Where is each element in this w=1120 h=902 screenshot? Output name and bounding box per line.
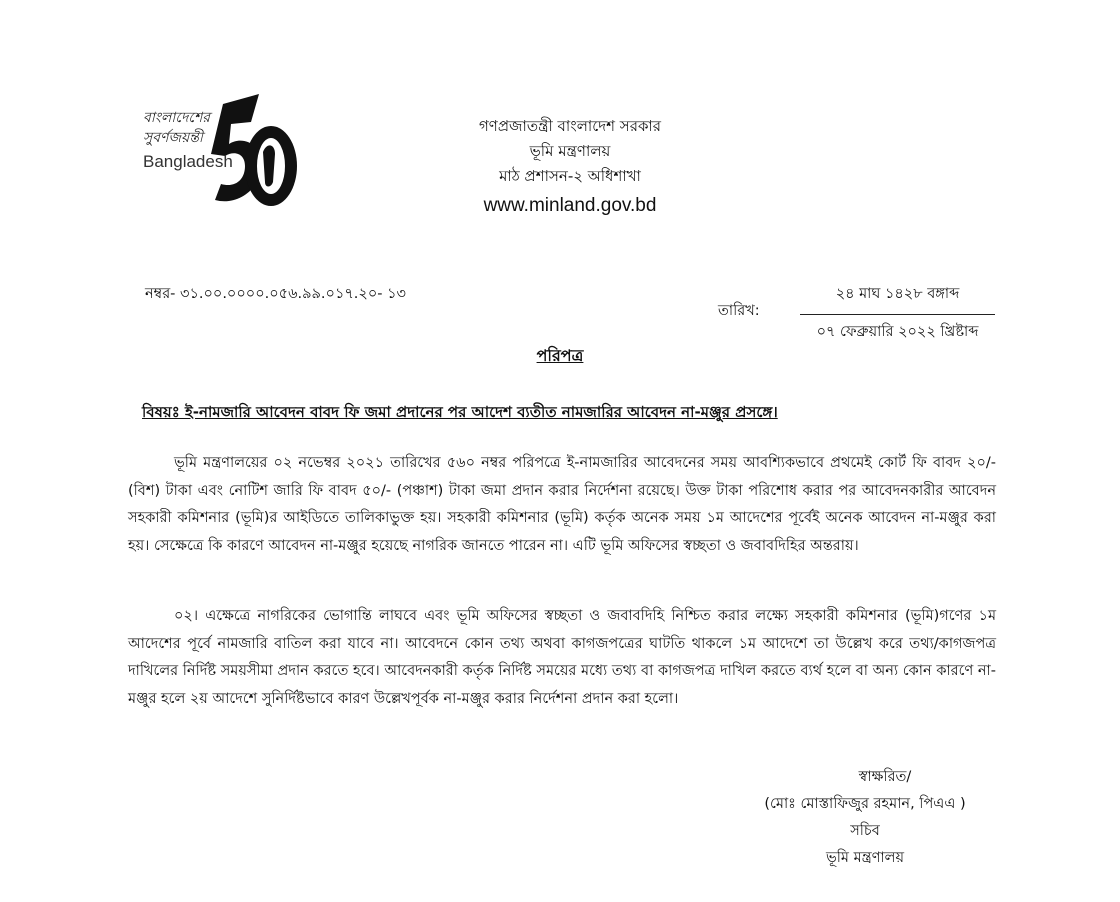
date-block xyxy=(800,283,995,345)
ministry-name: ভূমি মন্ত্রণালয় xyxy=(529,142,611,160)
division-name: মাঠ প্রশাসন-২ অধিশাখা xyxy=(499,167,641,185)
date-bengali: ২৪ মাঘ ১৪২৮ বঙ্গাব্দ xyxy=(800,283,995,315)
signed-mark: স্বাক্ষরিত/ xyxy=(858,769,912,785)
paragraph-1: ভূমি মন্ত্রণালয়ের ০২ নভেম্বর ২০২১ তারিখের ৫৬০ নম্বর পরিপত্রে ই-নামজারির আবেদনের সময় আবশ্যিকভাবে প্রথমেই কোর্ট ফি বাবদ ২০/-(বিশ) টাকা এবং নোটিশ জারি ফি বাবদ ৫০/- (পঞ্চাশ) টাকা জমা প্রদান করার নির্দেশনা রয়েছে। উক্ত টাকা পরিশোধ করার পর আবেদনকারীর আবেদন সহকারী কমিশনার (ভূমি)র আইডিতে তালিকাভুক্ত হয়। সহকারী কমিশনার (ভূমি) কর্তৃক অনেক সময় ১ম আদেশের পূর্বেই অনেক আবেদন না-মঞ্জুর করা হয়। সেক্ষেত্রে কি কারণে আবেদন না-মঞ্জুর হয়েছে নাগরিক জানতে পারেন না। এটি ভূমি অফিসের স্বচ্ছতা ও জবাবদিহির অন্তরায়। xyxy=(128,455,996,554)
letterhead xyxy=(440,114,700,218)
signatory-designation: সচিব xyxy=(850,823,880,839)
document-title: পরিপত্র xyxy=(536,346,584,365)
document-title-row xyxy=(0,343,1120,370)
signature-block xyxy=(720,764,1010,872)
signatory-ministry: ভূমি মন্ত্রণালয় xyxy=(825,850,905,866)
signatory-name: (মোঃ মোস্তাফিজুর রহমান, পিএএ ) xyxy=(764,796,966,812)
date-label: তারিখ: xyxy=(718,303,760,319)
memo-number: নম্বর- ৩১.০০.০০০০.০৫৬.৯৯.০১৭.২০- ১৩ xyxy=(145,286,406,302)
logo-line-3: Bangladesh xyxy=(143,152,233,171)
date-gregorian: ০৭ ফেব্রুয়ারি ২০২২ খ্রিষ্টাব্দ xyxy=(816,324,979,340)
subject-line: বিষয়ঃ ই-নামজারি আবেদন বাবদ ফি জমা প্রদানের পর আদেশ ব্যতীত নামজারির আবেদন না-মঞ্জুর প্রসঙ্গে। xyxy=(142,403,778,421)
government-name: গণপ্রজাতন্ত্রী বাংলাদেশ সরকার xyxy=(478,117,662,135)
golden-jubilee-logo xyxy=(143,92,303,212)
website: www.minland.gov.bd xyxy=(483,195,657,216)
logo-line-1: বাংলাদেশের xyxy=(143,110,210,126)
logo-line-2: সুবর্ণজয়ন্তী xyxy=(143,130,203,146)
paragraph-2: ০২। এক্ষেত্রে নাগরিকের ভোগান্তি লাঘবে এবং ভূমি অফিসের স্বচ্ছতা ও জবাবদিহি নিশ্চিত করার লক্ষ্যে সহকারী কমিশনার (ভূমি)গণের ১ম আদেশের পূর্বে নামজারি বাতিল করা যাবে না। আবেদনে কোন তথ্য অথবা কাগজপত্রের ঘাটতি থাকলে ১ম আদেশে তা উল্লেখ করে তথ্য/কাগজপত্র দাখিলের নির্দিষ্ট সময়সীমা প্রদান করতে হবে। আবেদনকারী কর্তৃক নির্দিষ্ট সময়ের মধ্যে তথ্য বা কাগজপত্র দাখিল করতে ব্যর্থ হলে বা অন্য কোন কারণে না-মঞ্জুর হলে ২য় আদেশে সুনির্দিষ্টভাবে কারণ উল্লেখপূর্বক না-মঞ্জুর করার নির্দেশনা প্রদান করা হলো। xyxy=(128,608,996,707)
